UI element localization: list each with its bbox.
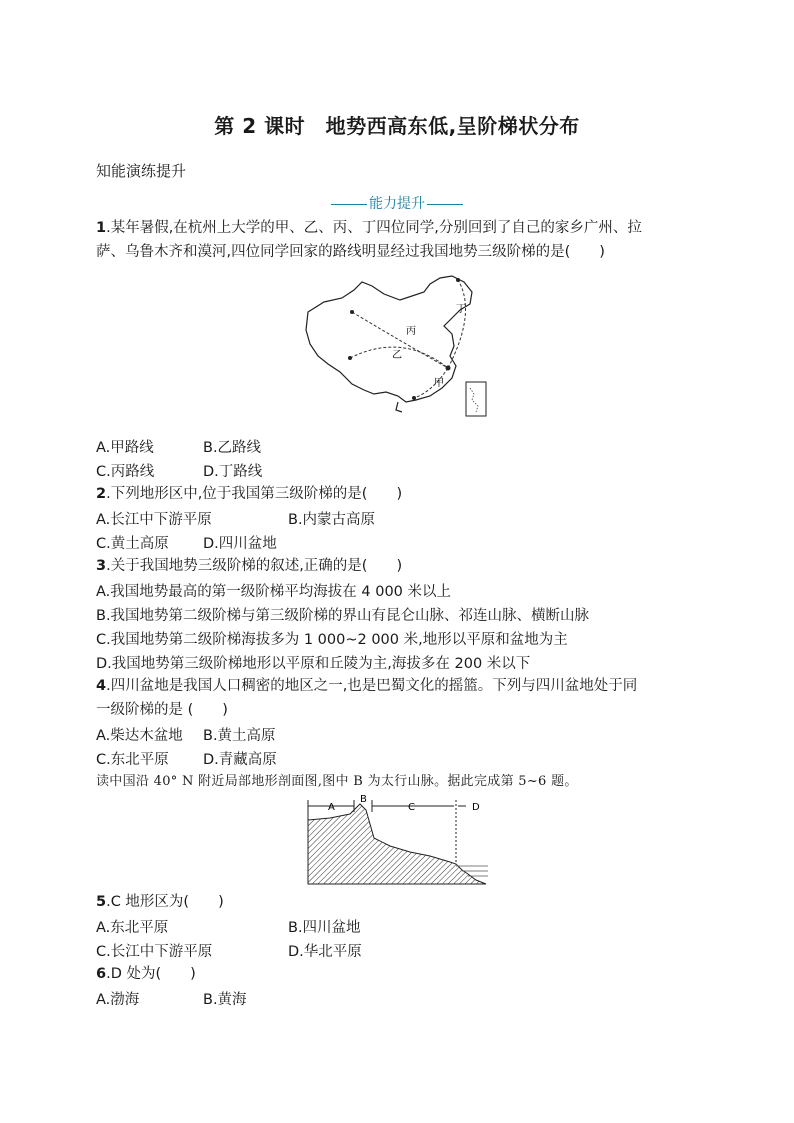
q4-option-a: A.柴达木盆地: [96, 728, 183, 744]
q6-option-a: A.渤海: [96, 992, 140, 1008]
hangzhou-dot: [446, 366, 451, 371]
q1-option-b: B.乙路线: [203, 440, 262, 456]
q5-option-d: D.华北平原: [288, 944, 362, 960]
q3-option-b: B.我国地势第二级阶梯与第三级阶梯的界山有昆仑山脉、祁连山脉、横断山脉: [96, 608, 590, 624]
q2-option-b: B.内蒙古高原: [288, 512, 376, 528]
q6-option-b: B.黄海: [203, 992, 247, 1008]
q3-option-d: D.我国地势第三级阶梯地形以平原和丘陵为主,海拔多在 200 米以下: [96, 656, 531, 672]
subsection-heading: [0, 193, 794, 213]
left-rule: [331, 204, 367, 205]
section-label: 知能演练提升: [96, 162, 187, 180]
q2-option-a: A.长江中下游平原: [96, 512, 212, 528]
map-label-jia: 甲: [434, 378, 444, 389]
mohe-dot: [456, 278, 460, 282]
map-label-bing: 丙: [406, 326, 416, 337]
page-title: 第 2 课时 地势西高东低,呈阶梯状分布: [214, 114, 580, 138]
q6-stem: [96, 964, 196, 984]
profile-label-b: B: [360, 794, 367, 805]
q3-text: .关于我国地势三级阶梯的叙述,正确的是( ): [106, 558, 403, 574]
q6-text: .D 处为( ): [106, 966, 196, 982]
q3-option-c: C.我国地势第二级阶梯海拔多为 1 000~2 000 米,地形以平原和盆地为主: [96, 632, 568, 648]
q1-stem-line1: [96, 218, 642, 238]
q2-option-d: D.四川盆地: [203, 536, 277, 552]
right-rule: [427, 204, 463, 205]
q4-number: 4: [96, 678, 107, 694]
profile-label-a: A: [328, 802, 335, 813]
q5-option-c: C.长江中下游平原: [96, 944, 213, 960]
q2-option-c: C.黄土高原: [96, 536, 169, 552]
q4-option-d: D.青藏高原: [203, 752, 277, 768]
q1-option-a: A.甲路线: [96, 440, 154, 456]
map-label-yi: 乙: [392, 350, 402, 361]
q5-number: 5: [96, 894, 107, 910]
q2-text: .下列地形区中,位于我国第三级阶梯的是( ): [106, 486, 403, 502]
profile-label-c: C: [408, 802, 415, 813]
q5-stem: [96, 892, 224, 912]
profile-terrain: [308, 804, 486, 884]
china-outline: [306, 276, 472, 402]
profile-intro: 读中国沿 40° N 附近局部地形剖面图,图中 B 为太行山脉。据此完成第 5~6 题。: [96, 774, 578, 789]
q3-option-a: A.我国地势最高的第一级阶梯平均海拔在 4 000 米以上: [96, 584, 452, 600]
q5-option-b: B.四川盆地: [288, 920, 361, 936]
terrain-profile: [300, 794, 492, 886]
q4-text-1: .四川盆地是我国人口稠密的地区之一,也是巴蜀文化的摇篮。下列与四川盆地处于同: [106, 678, 638, 694]
q1-number: 1: [96, 220, 107, 236]
q1-option-c: C.丙路线: [96, 464, 155, 480]
q4-option-b: B.黄土高原: [203, 728, 276, 744]
q5-text: .C 地形区为( ): [106, 894, 224, 910]
hainan-outline: [396, 402, 402, 412]
china-route-map: [302, 272, 490, 424]
q3-stem: [96, 556, 402, 576]
q1-option-d: D.丁路线: [203, 464, 263, 480]
q3-number: 3: [96, 558, 107, 574]
q2-stem: [96, 484, 402, 504]
profile-label-d: D: [472, 802, 480, 813]
q4-option-c: C.东北平原: [96, 752, 169, 768]
urumqi-dot: [350, 310, 354, 314]
q2-number: 2: [96, 486, 107, 502]
q1-text-1: .某年暑假,在杭州上大学的甲、乙、丙、丁四位同学,分别回到了自己的家乡广州、拉: [106, 220, 642, 236]
subsection-label: 能力提升: [369, 196, 425, 212]
south-china-sea-inset: [466, 382, 486, 416]
q4-stem-line1: [96, 676, 637, 696]
q6-number: 6: [96, 966, 107, 982]
guangzhou-dot: [412, 396, 416, 400]
q1-stem-line2: 萨、乌鲁木齐和漠河,四位同学回家的路线明显经过我国地势三级阶梯的是( ): [96, 244, 605, 260]
q4-stem-line2: 一级阶梯的是 ( ): [96, 702, 228, 718]
lhasa-dot: [348, 356, 352, 360]
map-label-ding: 丁: [456, 304, 466, 315]
q5-option-a: A.东北平原: [96, 920, 169, 936]
